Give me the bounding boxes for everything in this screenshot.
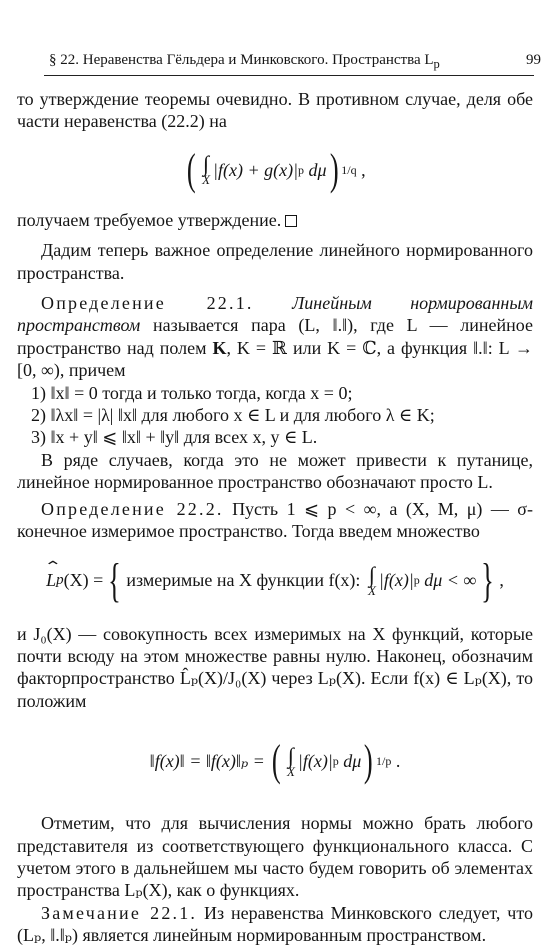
integral-sign: ∫ X xyxy=(202,151,211,188)
qed-square xyxy=(285,215,297,227)
integral-sign: ∫ X xyxy=(286,742,295,779)
header-rule xyxy=(44,75,534,76)
formula-3: ‖f(x)‖ = ‖f(x)‖ₚ = ( ∫ X |f(x)| p dμ ) 1/p . xyxy=(149,736,401,786)
definition-item-2: 2) ‖λx‖ = |λ| ‖x‖ для любого x ∈ L и для любого λ ∈ K; xyxy=(31,405,435,426)
definition-item-3: 3) ‖x + y‖ ⩽ ‖x‖ + ‖y‖ для всех x, y ∈ L. xyxy=(31,427,318,448)
remark-22-1: Замечание 22.1. Из неравенства Минковского следует, что (Lₚ, ‖.‖ₚ) является линейным нормированным пространством. xyxy=(17,902,533,946)
paragraph-3: Дадим теперь важное определение линейного нормированного пространства. xyxy=(17,240,533,283)
paragraph-1: то утверждение теоремы очевидно. В противном случае, деля обе части неравенства (22.2) на xyxy=(17,89,533,132)
book-page xyxy=(17,0,541,946)
formula-2: ⌃ L p (X) = { измеримые на X функции f(x): ∫ X |f(x)| p dμ < ∞ } , xyxy=(17,549,533,613)
page-number: 99 xyxy=(526,52,541,68)
paragraph-6: Отметим, что для вычисления нормы можно брать любого представителя из соответствующего функционального класса. С учетом этого в дальнейшем мы часто будем говорить об элементах пространства Lₚ(X), как о функциях. xyxy=(17,813,533,901)
running-head xyxy=(49,49,541,71)
paragraph-4: В ряде случаев, когда это не может привести к путанице, линейное нормированное пространство обозначают просто L. xyxy=(17,449,533,493)
paragraph-2: получаем требуемое утверждение. xyxy=(17,209,533,231)
running-head-title: § 22. Неравенства Гёльдера и Минковского. Пространства $L_p$ xyxy=(49,52,440,71)
definition-22-1: Определение 22.1. Линейным нормированным пространством называется пара (L, ‖.‖), где L — линейное пространство над полем K, K = ℝ или K = ℂ, а функция ‖.‖: L → [0, ∞), причем xyxy=(17,293,534,381)
definition-item-1: 1) ‖x‖ = 0 тогда и только тогда, когда x = 0; xyxy=(31,382,353,403)
definition-22-2: Определение 22.2. Пусть 1 ⩽ p < ∞, а (X, M, μ) — σ-конечное измеримое пространство. Тогда введем множество xyxy=(17,498,533,542)
formula-1: ( ∫ X |f(x) + g(x)| p dμ ) 1/q , xyxy=(187,144,366,194)
integral-sign: ∫ X xyxy=(367,562,376,598)
page-body xyxy=(17,88,533,947)
paragraph-5: и J₀(X) — совокупность всех измеримых на X функций, которые почти всюду на этом множестве равны нулю. Наконец, обозначим факторпространство L̂ₚ(X)/J₀(X) через Lₚ(X). Если f(x) ∈ Lₚ(X), то положим xyxy=(17,623,533,711)
